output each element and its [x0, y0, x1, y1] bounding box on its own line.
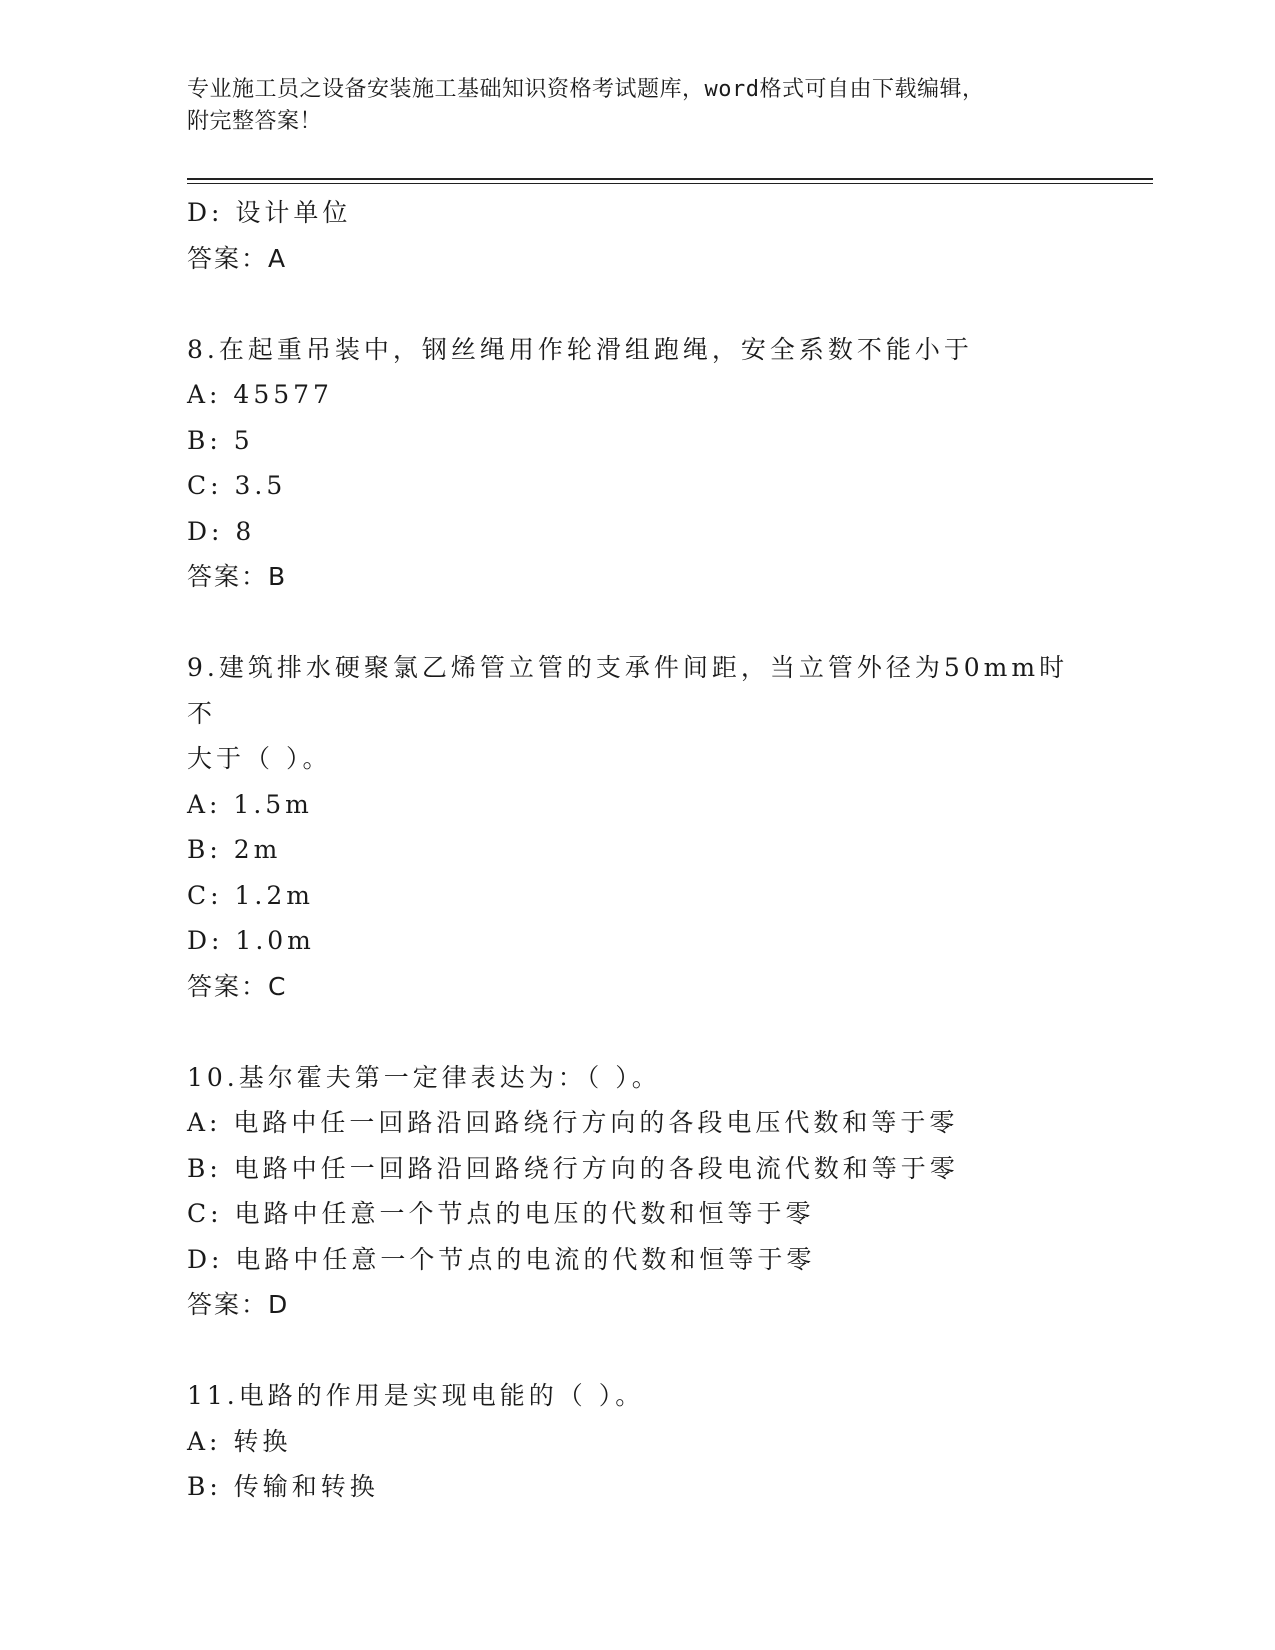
document-header: [187, 74, 1087, 138]
option-c: C: 3.5: [187, 471, 287, 500]
answer-line: 答案：D: [187, 1290, 290, 1319]
option-d: D: 1.0m: [187, 926, 315, 955]
option-b: B: 传输和转换: [187, 1472, 379, 1501]
question-10: [187, 1055, 1087, 1328]
question-stem: 8.在起重吊装中，钢丝绳用作轮滑组跑绳，安全系数不能小于: [187, 334, 973, 364]
question-9: [187, 645, 1087, 1009]
option-d: D: 电路中任意一个节点的电流的代数和恒等于零: [187, 1244, 816, 1274]
question-stem-line-2: 大于（ ）。: [187, 744, 332, 773]
question-11: [187, 1373, 1087, 1510]
answer-line: 答案：C: [187, 971, 288, 1001]
question-stem-line-1: 9.建筑排水硬聚氯乙烯管立管的支承件间距，当立管外径为50mm时不: [187, 653, 1069, 728]
option-c: C: 电路中任意一个节点的电压的代数和恒等于零: [187, 1199, 815, 1228]
spacer: [187, 1009, 1087, 1055]
option-a: A: 转换: [187, 1426, 292, 1456]
header-divider-thick: [187, 178, 1153, 180]
question-stem: 10.基尔霍夫第一定律表达为：（ ）。: [187, 1062, 661, 1092]
header-line-1: 专业施工员之设备安装施工基础知识资格考试题库，word格式可自由下载编辑，: [187, 77, 985, 102]
spacer: [187, 600, 1087, 646]
option-b: B: 电路中任一回路沿回路绕行方向的各段电流代数和等于零: [187, 1153, 959, 1183]
question-7-tail: [187, 190, 1087, 281]
answer-line: 答案：B: [187, 562, 288, 591]
option-c: C: 1.2m: [187, 880, 314, 910]
spacer: [187, 1328, 1087, 1374]
question-8: [187, 327, 1087, 600]
option-d: D: 8: [187, 516, 256, 546]
option-a: A: 45577: [187, 380, 333, 409]
header-line-2: 附完整答案！: [187, 109, 323, 134]
option-a: A: 电路中任一回路沿回路绕行方向的各段电压代数和等于零: [187, 1108, 959, 1137]
option-a: A: 1.5m: [187, 789, 313, 819]
spacer: [187, 281, 1087, 327]
question-stem: 11.电路的作用是实现电能的（ ）。: [187, 1381, 645, 1410]
question-list: [187, 190, 1087, 1510]
option-b: B: 5: [187, 425, 254, 455]
option-d: D: 设计单位: [187, 198, 352, 227]
header-divider-thin: [187, 183, 1153, 184]
option-b: B: 2m: [187, 835, 282, 864]
answer-line: 答案：A: [187, 243, 288, 273]
